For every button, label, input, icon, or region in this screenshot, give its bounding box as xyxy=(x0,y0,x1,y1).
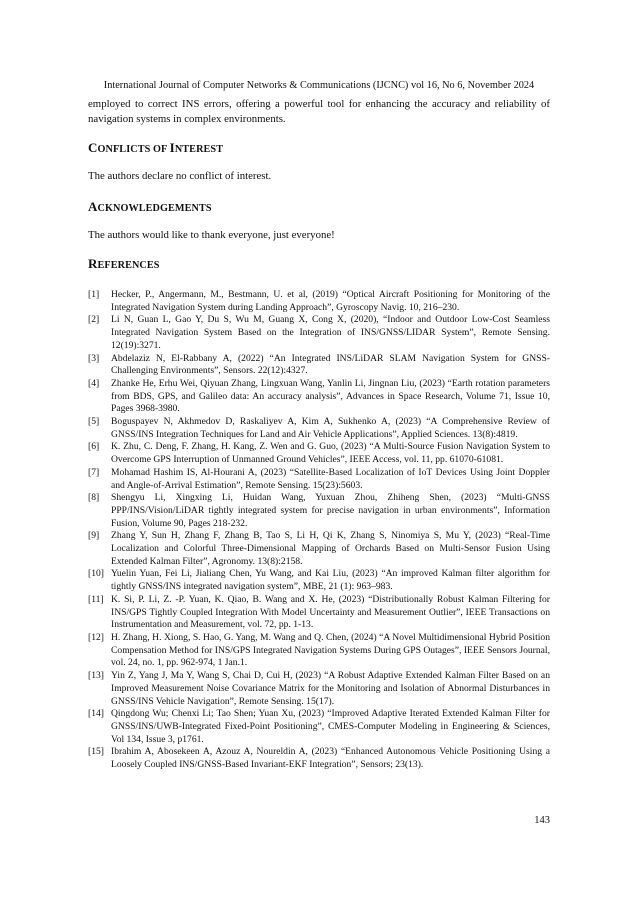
reference-text: Qingdong Wu; Chenxi Li; Tao Shen; Yuan Xu, (2023) “Improved Adaptive Iterated Extended Kalman Filter for GNSS/INS/UWB-Integrated Fixed-Point Positioning”, CMES-Computer Modeling in Engineering & Sciences, Vol 134, Issue 3, p1761. xyxy=(111,708,550,745)
reference-text: Yin Z, Yang J, Ma Y, Wang S, Chai D, Cui H, (2023) “A Robust Adaptive Extended Kalman Filter Based on an Improved Measurement Noise Covariance Matrix for the Monitoring and Isolation of Abnormal Disturbances in GNSS/INS Vehicle Navigation”, Remote Sensing. 15(17). xyxy=(111,670,550,707)
references-heading xyxy=(88,256,160,272)
conflicts-heading-rest2: NTEREST xyxy=(174,144,224,155)
conflicts-text: The authors declare no conflict of interest. xyxy=(88,170,272,182)
reference-item xyxy=(88,632,550,670)
reference-number: [14] xyxy=(88,708,104,720)
reference-text: Hecker, P., Angermann, M., Bestmann, U. et al, (2019) “Optical Aircraft Positioning for Monitoring of the Integrated Navigation System during Landing Approach”, Gyroscopy Navig. 10, 216–230. xyxy=(111,289,550,313)
running-header: International Journal of Computer Networks & Communications (IJCNC) vol 16, No 6, November 2024 xyxy=(103,80,535,91)
page-number: 143 xyxy=(534,815,550,826)
reference-item xyxy=(88,353,550,378)
reference-text: Yuelin Yuan, Fei Li, Jialiang Chen, Yu Wang, and Kai Liu, (2023) “An improved Kalman filter algorithm for tightly GNSS/INS integrated navigation system”, MBE, 21 (1): 963–983. xyxy=(111,568,550,593)
reference-text: Shengyu Li, Xingxing Li, Huidan Wang, Yuxuan Zhou, Zhiheng Shen, (2023) “Multi-GNSS PPP/INS/Vision/LiDAR tightly integrated system for precise navigation in urban environments”, Information Fusion, Volume 90, Pages 218-232. xyxy=(111,492,550,529)
conflicts-heading-initial: C xyxy=(88,140,98,155)
reference-item xyxy=(88,708,550,746)
acknowledgements-text: The authors would like to thank everyone, just everyone! xyxy=(88,229,335,241)
reference-number: [3] xyxy=(88,352,100,364)
reference-number: [5] xyxy=(88,416,100,428)
reference-text: Zhanke He, Erhu Wei, Qiyuan Zhang, Lingxuan Wang, Yanlin Li, Jingnan Liu, (2023) “Earth rotation parameters from BDS, GPS, and Galileo data: An accuracy analysis”, Advances in Space Research, Volume 71, Issue 10, Pages 3968-3980. xyxy=(111,377,550,415)
reference-text: H. Zhang, H. Xiong, S. Hao, G. Yang, M. Wang and Q. Chen, (2024) “A Novel Multidimensional Hybrid Position Compensation Method for INS/GPS Integrated Navigation Systems During GPS Outages”, IEEE Sensors Journal, vol. 24, no. 1, pp. 962-974, 1 Jan.1. xyxy=(111,631,550,669)
reference-number: [12] xyxy=(88,631,104,643)
references-heading-initial: R xyxy=(88,256,98,271)
intro-paragraph: employed to correct INS errors, offering a powerful tool for enhancing the accuracy and reliability of navigation systems in complex environments. xyxy=(88,98,550,125)
acknowledgements-heading-initial: A xyxy=(88,199,98,214)
reference-item xyxy=(88,467,550,492)
reference-number: [9] xyxy=(88,530,100,542)
reference-text: Abdelaziz N, El-Rabbany A, (2022) “An Integrated INS/LiDAR SLAM Navigation System for GNSS-Challenging Environments”, Sensors. 22(12):4327. xyxy=(111,352,550,377)
conflicts-heading xyxy=(88,140,223,156)
reference-text: Li N, Guan L, Gao Y, Du S, Wu M, Guang X, Cong X, (2020), “Indoor and Outdoor Low-Cost Seamless Integrated Navigation System Based on the Integration of INS/GNSS/LIDAR System”, Remote Sensing. 12(19):3271. xyxy=(111,314,550,351)
acknowledgements-heading xyxy=(88,199,212,215)
reference-item xyxy=(88,378,550,416)
reference-item xyxy=(88,530,550,568)
reference-text: Ibrahim A, Abosekeen A, Azouz A, Noureldin A, (2023) “Enhanced Autonomous Vehicle Positioning Using a Loosely Coupled INS/GNSS-Based Invariant-EKF Integration”, Sensors; 23(13). xyxy=(111,746,550,771)
reference-item xyxy=(88,416,550,441)
reference-text: K. Si, P. Li, Z. -P. Yuan, K. Qiao, B. Wang and X. He, (2023) “Distributionally Robust Kalman Filtering for INS/GPS Tightly Coupled Integration With Model Uncertainty and Measurement Outlier”, IEEE Transactions on Instrumentation and Measurement, vol. 72, pp. 1-13. xyxy=(111,593,550,631)
reference-item xyxy=(88,594,550,632)
reference-number: [6] xyxy=(88,441,100,453)
reference-number: [1] xyxy=(88,289,100,300)
conflicts-heading-initial2: I xyxy=(169,140,175,155)
reference-item xyxy=(88,746,550,771)
reference-number: [4] xyxy=(88,377,100,389)
reference-number: [2] xyxy=(88,314,100,326)
reference-number: [8] xyxy=(88,492,100,504)
reference-text: Zhang Y, Sun H, Zhang F, Zhang B, Tao S, Li H, Qi K, Zhang S, Ninomiya S, Mu Y, (2023) “Real-Time Localization and Colorful Three-Dimensional Mapping of Orchards Based on Multi-Sensor Fusion Using Extended Kalman Filter”, Agronomy. 13(8):2158. xyxy=(111,530,550,567)
reference-item xyxy=(88,441,550,466)
reference-item xyxy=(88,670,550,708)
reference-text: Mohamad Hashim IS, Al-Hourani A, (2023) “Satellite-Based Localization of IoT Devices Using Joint Doppler and Angle-of-Arrival Estimation”, Remote Sensing. 15(23):5603. xyxy=(111,466,550,491)
reference-number: [7] xyxy=(88,466,100,478)
acknowledgements-heading-rest: CKNOWLEDGEMENTS xyxy=(97,203,212,214)
reference-item xyxy=(88,568,550,593)
reference-text: Boguspayev N, Akhmedov D, Raskaliyev A, Kim A, Sukhenko A, (2023) “A Comprehensive Review of GNSS/INS Integration Techniques for Land and Air Vehicle Applications”, Applied Sciences. 13(8):4819. xyxy=(111,416,550,440)
reference-number: [10] xyxy=(88,568,104,580)
reference-number: [15] xyxy=(88,746,104,758)
conflicts-heading-rest1: ONFLICTS OF xyxy=(97,144,170,155)
reference-text: K. Zhu, C. Deng, F. Zhang, H. Kang, Z. Wen and G. Guo, (2023) “A Multi-Source Fusion Navigation System to Overcome GPS Interruption of Unmanned Ground Vehicles”, IEEE Access, vol. 11, pp. 61070-61081. xyxy=(111,441,550,466)
reference-item xyxy=(88,492,550,530)
reference-list xyxy=(88,289,550,772)
reference-item xyxy=(88,289,550,314)
reference-number: [11] xyxy=(88,593,104,605)
reference-item xyxy=(88,314,550,352)
reference-number: [13] xyxy=(88,670,104,682)
references-heading-rest: EFERENCES xyxy=(97,260,160,271)
